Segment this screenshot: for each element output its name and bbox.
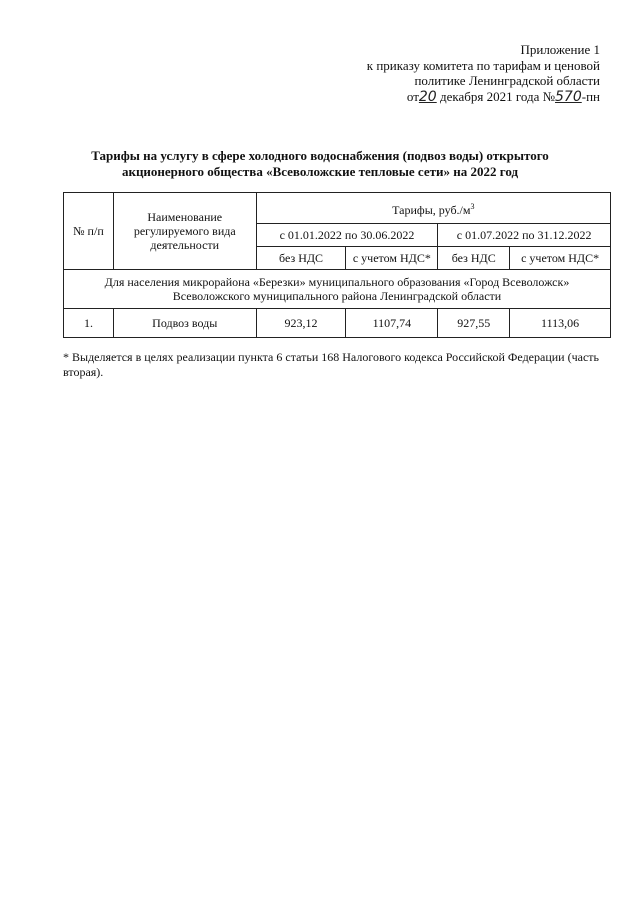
group-row-text: Для населения микрорайона «Березки» муниципального образования «Город Всеволожск» Всеволожского муниципального района Ленинградской области bbox=[64, 270, 611, 309]
date-day: 20 bbox=[418, 88, 437, 105]
footnote: * Выделяется в целях реализации пункта 6 статьи 168 Налогового кодекса Российской Федерации (часть вторая). bbox=[63, 350, 600, 379]
title-line-1: Тарифы на услугу в сфере холодного водоснабжения (подвоз воды) открытого bbox=[91, 148, 549, 163]
appendix-line-1: Приложение 1 bbox=[520, 42, 600, 57]
document-title bbox=[40, 148, 600, 180]
order-suffix: -пн bbox=[581, 88, 600, 104]
row-p1-with-vat: 1107,74 bbox=[346, 309, 438, 338]
appendix-line-2: к приказу комитета по тарифам и ценовой bbox=[366, 57, 600, 73]
row-p2-with-vat: 1113,06 bbox=[510, 309, 611, 338]
appendix-line-3: политике Ленинградской области bbox=[414, 73, 600, 88]
row-p1-no-vat: 923,12 bbox=[256, 309, 346, 338]
row-p2-no-vat: 927,55 bbox=[438, 309, 510, 338]
header-p1-no-vat: без НДС bbox=[256, 247, 346, 270]
title-line-2: акционерного общества «Всеволожские тепловые сети» на 2022 год bbox=[121, 164, 519, 179]
header-tariffs-sup: 3 bbox=[470, 201, 475, 211]
date-rest: декабря 2021 года № bbox=[436, 88, 556, 104]
header-period-2: с 01.07.2022 по 31.12.2022 bbox=[438, 224, 611, 247]
header-period-1: с 01.01.2022 по 30.06.2022 bbox=[256, 224, 438, 247]
group-row bbox=[64, 270, 611, 309]
header-tariffs bbox=[256, 193, 610, 224]
header-activity: Наименование регулируемого вида деятельности bbox=[113, 193, 256, 270]
appendix-header bbox=[300, 42, 600, 105]
date-prefix: от bbox=[406, 88, 419, 104]
header-p1-with-vat: с учетом НДС* bbox=[346, 247, 438, 270]
tariffs-table bbox=[63, 192, 611, 338]
row-num: 1. bbox=[64, 309, 114, 338]
order-number: 570 bbox=[555, 88, 582, 105]
appendix-date-line bbox=[300, 89, 600, 106]
table-row bbox=[64, 309, 611, 338]
row-activity: Подвоз воды bbox=[113, 309, 256, 338]
header-num: № п/п bbox=[64, 193, 114, 270]
header-row-1 bbox=[64, 193, 611, 224]
header-p2-no-vat: без НДС bbox=[438, 247, 510, 270]
header-p2-with-vat: с учетом НДС* bbox=[510, 247, 611, 270]
header-tariffs-text: Тарифы, руб./м bbox=[392, 202, 471, 217]
